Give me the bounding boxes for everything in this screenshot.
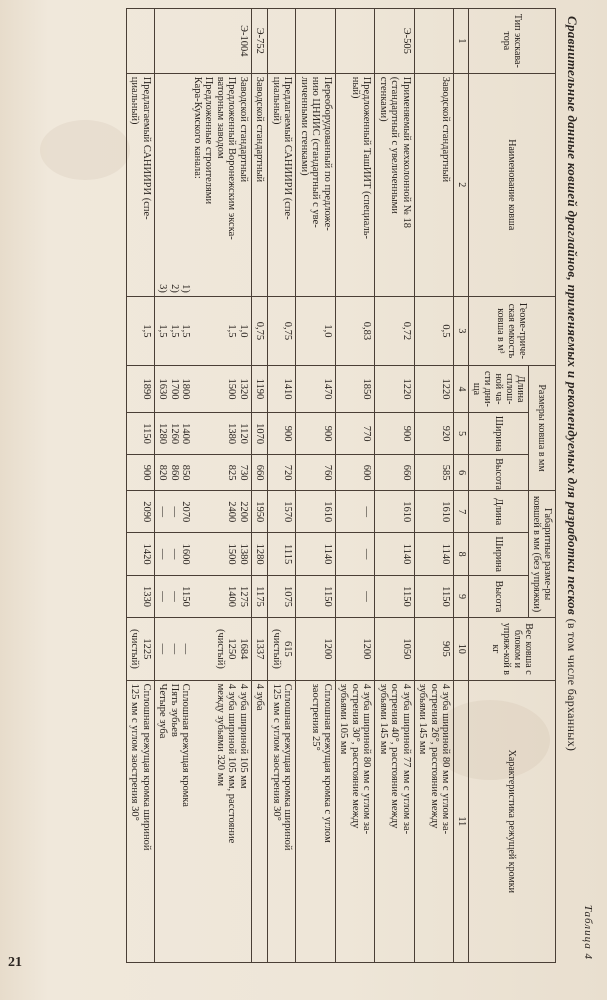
cell-capacity-line: 1,0 xyxy=(322,324,333,338)
cell-capacity-line xyxy=(215,300,227,362)
cell-overall-width-line: 1140 xyxy=(401,543,412,565)
cell-bucket-height xyxy=(268,455,296,491)
cell-overall-length-line xyxy=(215,494,227,529)
cell-capacity-line: 1,5 xyxy=(157,324,169,338)
cell-bucket-width xyxy=(268,412,296,454)
table-label: Таблица 4 xyxy=(582,904,594,960)
cell-cutting-edge-line: зубьями 145 мм xyxy=(417,683,429,755)
cell-bucket-name-line: Предложенный ТашИИТ (специаль- xyxy=(361,76,373,239)
cell-bucket-width-line: 1070 xyxy=(254,423,266,445)
col-number: 6 xyxy=(454,455,469,491)
cell-overall-length-line: 1610 xyxy=(322,501,333,523)
cell-overall-height-line: 1150 xyxy=(401,586,412,607)
sub-variant-label: 1) xyxy=(180,284,192,293)
cell-capacity xyxy=(127,296,155,365)
col-number: 4 xyxy=(454,366,469,413)
cell-excavator-type xyxy=(336,9,376,74)
cell-weight-line: 1050 xyxy=(401,638,412,660)
col-number: 3 xyxy=(454,296,469,365)
cell-overall-height xyxy=(296,575,336,617)
cell-overall-width-line xyxy=(215,536,227,571)
cell-bucket-name-line: личенными стенками) xyxy=(299,76,310,176)
sub-variant-label: 3) xyxy=(157,284,169,293)
cell-overall-width-line: 1380 xyxy=(238,543,249,565)
comparison-table xyxy=(126,8,556,963)
cell-bottom-length-line: 1220 xyxy=(440,378,452,400)
cell-overall-height-line: 1150 xyxy=(180,586,192,607)
cell-overall-height xyxy=(375,575,415,617)
table-row xyxy=(296,9,336,963)
cell-bucket-height-line: 585 xyxy=(440,464,452,481)
cell-bucket-name-line: Заводской стандартный xyxy=(238,76,249,183)
cell-overall-height xyxy=(336,575,376,617)
cell-excavator-type xyxy=(268,9,296,74)
cell-bucket-width xyxy=(415,412,455,454)
cell-bucket-name-line: Переоборудованный по предложе- xyxy=(322,76,333,231)
table-row xyxy=(375,9,415,963)
cell-capacity-line: 0,72 xyxy=(401,321,412,341)
cell-bucket-height xyxy=(155,455,252,491)
cell-bottom-length-line xyxy=(215,369,227,409)
cell-bucket-height-line: 825 xyxy=(226,464,238,481)
cell-bucket-width xyxy=(296,412,336,454)
header-bucket-name: Наименование ковша xyxy=(469,73,556,296)
cell-bucket-width xyxy=(127,412,155,454)
cell-capacity-line: 1,5 xyxy=(141,324,152,338)
cell-overall-width-line: 1420 xyxy=(141,543,152,565)
cell-bucket-name-line: ный) xyxy=(350,76,361,99)
cell-overall-height-line: 1150 xyxy=(440,586,452,607)
cell-cutting-edge xyxy=(415,680,455,962)
cell-cutting-edge-line: между зубьями 320 мм xyxy=(215,683,226,786)
cell-cutting-edge-line: 125 мм с углом заострения 30° xyxy=(271,683,282,821)
cell-overall-width-line: 1115 xyxy=(282,543,294,565)
cell-bottom-length-line: 1410 xyxy=(282,378,294,400)
cell-overall-length xyxy=(336,491,376,533)
cell-bottom-length xyxy=(252,366,269,413)
cell-overall-height-line: 1400 xyxy=(226,585,238,607)
cell-overall-height xyxy=(252,575,269,617)
header-weight: Вес ковша с блоком и упряж-кой в кг xyxy=(469,618,556,680)
cell-bucket-height-line: 860 xyxy=(169,464,180,481)
cell-bucket-width xyxy=(155,412,252,454)
table-row xyxy=(415,9,455,963)
cell-overall-height-line: 1075 xyxy=(282,585,294,607)
cell-capacity-line: 1,0 xyxy=(238,324,249,338)
cell-bucket-name xyxy=(127,73,155,296)
cell-bucket-width-line: 1120 xyxy=(238,423,249,444)
cell-overall-width xyxy=(415,533,455,575)
cell-cutting-edge xyxy=(336,680,376,962)
cell-overall-length-line: — xyxy=(361,506,373,517)
cell-bottom-length xyxy=(268,366,296,413)
cell-bucket-height xyxy=(336,455,376,491)
cell-bottom-length-line: 1630 xyxy=(157,378,169,400)
cell-weight-line: 1200 xyxy=(322,638,333,660)
cell-weight xyxy=(155,618,252,680)
cell-weight-line xyxy=(203,621,215,676)
cell-overall-height-line xyxy=(203,579,215,614)
cell-bucket-height xyxy=(296,455,336,491)
cell-overall-width xyxy=(375,533,415,575)
caption-title: Сравнительные данные ковшей драглайнов, применяемых и рекомендуемых для разработки песков xyxy=(565,16,580,616)
cell-overall-width-line: — xyxy=(361,548,373,560)
cell-cutting-edge-line: Четыре зуба xyxy=(157,683,169,739)
cell-cutting-edge xyxy=(252,680,269,962)
header-overall-height: Высота xyxy=(469,575,529,617)
col-number: 10 xyxy=(454,618,469,680)
cell-bucket-width-line: 770 xyxy=(361,425,373,442)
cell-cutting-edge-line: заострения 25° xyxy=(310,683,322,751)
cell-overall-length-line: 2400 xyxy=(226,501,238,523)
cell-overall-height-line: 1275 xyxy=(238,585,249,607)
cell-bucket-width-line: 900 xyxy=(322,425,333,442)
cell-cutting-edge-line: острения 40°, расстояние между xyxy=(389,683,401,829)
cell-bucket-width xyxy=(375,412,415,454)
cell-bucket-height-line: 730 xyxy=(238,464,249,481)
cell-bucket-width xyxy=(336,412,376,454)
cell-bottom-length-line: 1220 xyxy=(401,378,412,400)
cell-weight-line xyxy=(192,621,204,676)
cell-cutting-edge-line: Сплошная режущая кромка шириной xyxy=(141,683,152,851)
header-overall-dimensions: Габаритные разме-ры ковшей в мм (без упряжки) xyxy=(529,491,556,618)
col-number: 9 xyxy=(454,575,469,617)
cell-bucket-height-line: 820 xyxy=(157,464,169,481)
cell-weight-line: (чистый) xyxy=(271,629,282,669)
cell-bucket-width-line: 1380 xyxy=(226,423,238,445)
cell-cutting-edge-line xyxy=(203,684,215,959)
cell-bucket-name xyxy=(415,73,455,296)
table-body xyxy=(127,9,455,963)
rotated-table-block xyxy=(21,8,596,968)
header-bucket-height: Высота xyxy=(469,455,529,491)
cell-overall-height xyxy=(155,575,252,617)
cell-excavator-type xyxy=(415,9,455,74)
cell-bottom-length xyxy=(415,366,455,413)
cell-bucket-name-line: Предложенные строителями xyxy=(203,76,215,205)
cell-bucket-width-line: 1280 xyxy=(157,423,169,445)
cell-bottom-length-line xyxy=(192,369,204,409)
cell-overall-width xyxy=(127,533,155,575)
cell-capacity-line xyxy=(192,300,204,362)
cell-weight xyxy=(127,618,155,680)
header-bottom-length: Длина сплош-ной ча-сти дни-ща xyxy=(469,366,529,413)
cell-bucket-width-line: 920 xyxy=(440,425,452,442)
cell-capacity-line: 1,5 xyxy=(169,324,180,338)
cell-weight-line: — xyxy=(157,643,169,655)
cell-bottom-length-line: 1890 xyxy=(141,378,152,400)
cell-bucket-name-line: циальный) xyxy=(271,76,282,125)
cell-bucket-width-line xyxy=(192,416,204,451)
cell-weight-line: — xyxy=(180,643,192,655)
cell-overall-height-line: — xyxy=(169,591,180,602)
cell-overall-width xyxy=(296,533,336,575)
cell-bucket-height-line xyxy=(203,458,215,487)
cell-cutting-edge xyxy=(127,680,155,962)
cell-weight-line: 1250 xyxy=(226,638,238,660)
cell-bottom-length xyxy=(336,366,376,413)
cell-weight xyxy=(268,618,296,680)
cell-bucket-name-line: нию ЦНИИС (стандартный с уве- xyxy=(310,76,322,228)
header-bucket-dimensions: Размеры ковша в мм xyxy=(529,366,556,491)
table-row xyxy=(127,9,155,963)
cell-capacity-line: 0,75 xyxy=(282,321,294,341)
table-row xyxy=(155,9,252,963)
cell-overall-length xyxy=(155,491,252,533)
col-number: 11 xyxy=(454,680,469,962)
cell-cutting-edge xyxy=(155,680,252,962)
cell-bottom-length xyxy=(127,366,155,413)
cell-capacity xyxy=(155,296,252,365)
cell-bucket-name xyxy=(296,73,336,296)
cell-bucket-height xyxy=(375,455,415,491)
cell-overall-width-line xyxy=(192,536,204,571)
col-number: 8 xyxy=(454,533,469,575)
cell-overall-width xyxy=(268,533,296,575)
cell-overall-length xyxy=(296,491,336,533)
cell-bottom-length-line: 1470 xyxy=(322,378,333,400)
cell-overall-height-line: — xyxy=(361,591,373,602)
cell-overall-length-line: 2200 xyxy=(238,501,249,523)
cell-bottom-length-line xyxy=(203,369,215,409)
cell-weight-line: 1337 xyxy=(254,638,266,660)
cell-overall-width-line: 1140 xyxy=(322,543,333,565)
cell-bottom-length xyxy=(375,366,415,413)
cell-overall-width-line: 1600 xyxy=(180,543,192,565)
cell-bucket-name xyxy=(252,73,269,296)
cell-bucket-name-line: Предлагаемый САНИИРИ (спе- xyxy=(282,76,294,220)
cell-bucket-name-line: Предлагаемый САНИИРИ (спе- xyxy=(141,76,152,220)
cell-bottom-length xyxy=(155,366,252,413)
table-row xyxy=(268,9,296,963)
cell-overall-height-line: 1150 xyxy=(322,586,333,607)
cell-bucket-width-line xyxy=(203,416,215,451)
cell-cutting-edge-line: Сплошная режущая кромка с углом xyxy=(322,683,333,843)
page-number: 21 xyxy=(8,955,22,970)
col-number: 1 xyxy=(454,9,469,74)
cell-overall-width-line: 1140 xyxy=(440,543,452,565)
cell-capacity xyxy=(252,296,269,365)
cell-overall-height-line xyxy=(215,579,227,614)
cell-cutting-edge-line: 4 зуба шириной 80 мм с углом за- xyxy=(440,683,452,835)
cell-overall-length xyxy=(415,491,455,533)
cell-bucket-name-line: Предложенный Воронежским экска- xyxy=(226,76,238,240)
cell-overall-height xyxy=(415,575,455,617)
cell-bucket-name xyxy=(268,73,296,296)
cell-bottom-length xyxy=(296,366,336,413)
cell-bucket-height-line: 660 xyxy=(254,464,266,481)
cell-overall-length-line: 2070 xyxy=(180,501,192,523)
cell-bucket-width-line: 900 xyxy=(401,425,412,442)
cell-capacity-line: 1,5 xyxy=(180,324,192,338)
cell-weight xyxy=(296,618,336,680)
cell-weight-line: 1684 xyxy=(238,638,249,660)
cell-bucket-height-line: 720 xyxy=(282,464,294,481)
cell-weight-line: 905 xyxy=(440,641,452,657)
caption-subtitle: (в том числе барханных) xyxy=(565,618,579,752)
cell-bucket-height xyxy=(252,455,269,491)
cell-cutting-edge-line: 4 зуба шириной 77 мм с углом за- xyxy=(401,683,412,835)
cell-overall-width-line: 1280 xyxy=(254,543,266,565)
cell-excavator-type: Э-752 xyxy=(252,9,269,74)
cell-capacity xyxy=(268,296,296,365)
cell-cutting-edge-line: 4 зуба шириной 105 мм xyxy=(238,683,249,789)
cell-bucket-name-line: ваторным заводом xyxy=(215,76,226,159)
cell-overall-width xyxy=(252,533,269,575)
table-row xyxy=(252,9,269,963)
cell-cutting-edge-line: Сплошная режущая кромка шириной xyxy=(282,683,294,851)
cell-overall-length xyxy=(375,491,415,533)
cell-bucket-width xyxy=(252,412,269,454)
cell-bucket-name-line: (стандартный с увеличенными xyxy=(389,76,401,214)
cell-bucket-height-line: 660 xyxy=(401,464,412,481)
cell-bottom-length-line: 1320 xyxy=(238,378,249,400)
cell-bucket-height xyxy=(415,455,455,491)
cell-overall-height-line: 1175 xyxy=(254,586,266,607)
cell-bucket-width-line: 1260 xyxy=(169,423,180,445)
cell-capacity xyxy=(336,296,376,365)
cell-bucket-name-line: стенками) xyxy=(378,76,389,122)
cell-bucket-name xyxy=(336,73,376,296)
cell-weight xyxy=(415,618,455,680)
cell-bottom-length-line: 1500 xyxy=(226,378,238,400)
cell-bucket-width-line: 900 xyxy=(282,425,294,442)
cell-overall-width-line: — xyxy=(157,548,169,560)
cell-overall-length xyxy=(127,491,155,533)
cell-overall-width-line xyxy=(203,536,215,571)
cell-weight-line: 1225 xyxy=(141,638,152,660)
cell-bucket-width-line: 1150 xyxy=(141,423,152,444)
cell-bucket-height-line: 760 xyxy=(322,464,333,481)
cell-weight-line: 1200 xyxy=(361,638,373,660)
cell-overall-length xyxy=(252,491,269,533)
cell-excavator-type: Э-1004 xyxy=(155,9,252,74)
cell-overall-length-line: — xyxy=(169,506,180,517)
column-number-row xyxy=(454,9,469,963)
cell-bucket-width-line: 1400 xyxy=(180,423,192,445)
cell-cutting-edge xyxy=(375,680,415,962)
cell-overall-length-line: 1570 xyxy=(282,501,294,523)
cell-capacity xyxy=(415,296,455,365)
header-row-1 xyxy=(529,9,556,963)
cell-overall-length-line xyxy=(192,494,204,529)
table-caption xyxy=(564,16,580,964)
cell-cutting-edge-line xyxy=(192,684,204,959)
cell-capacity xyxy=(375,296,415,365)
cell-cutting-edge-line: зубьями 145 мм xyxy=(378,683,389,755)
sub-variant-label: 2) xyxy=(169,284,180,293)
cell-overall-length-line: 1610 xyxy=(401,501,412,523)
cell-bucket-name-line: Заводской стандартный xyxy=(440,76,452,183)
cell-cutting-edge-line: 4 зуба шириной 80 мм с углом за- xyxy=(361,683,373,835)
cell-weight-line: 615 xyxy=(282,641,294,657)
cell-capacity-line: 0,5 xyxy=(440,324,452,338)
cell-overall-height-line: — xyxy=(157,591,169,602)
cell-cutting-edge xyxy=(268,680,296,962)
cell-weight-line: — xyxy=(169,643,180,655)
cell-overall-length-line: 1610 xyxy=(440,501,452,523)
cell-overall-height-line: 1330 xyxy=(141,585,152,607)
cell-cutting-edge-line: острения 26°, расстояние между xyxy=(429,683,440,829)
cell-overall-width-line: 1500 xyxy=(226,543,238,565)
col-number: 5 xyxy=(454,412,469,454)
cell-cutting-edge-line: Сплошная режущая кромка xyxy=(180,683,192,807)
cell-bucket-height xyxy=(127,455,155,491)
cell-excavator-type xyxy=(296,9,336,74)
cell-bucket-name-line: Заводской стандартный xyxy=(254,76,266,183)
cell-weight-line: (чистый) xyxy=(215,629,226,669)
cell-capacity xyxy=(296,296,336,365)
cell-bucket-name xyxy=(375,73,415,296)
cell-cutting-edge-line: 125 мм с углом заострения 30° xyxy=(129,683,141,821)
col-number: 2 xyxy=(454,73,469,296)
cell-overall-length-line: — xyxy=(157,506,169,517)
cell-excavator-type xyxy=(127,9,155,74)
cell-bucket-height-line xyxy=(215,458,227,487)
cell-bucket-name-line: циальный) xyxy=(129,76,141,125)
cell-bucket-name xyxy=(155,73,252,296)
cell-overall-width-line: — xyxy=(169,548,180,560)
cell-bottom-length-line: 1700 xyxy=(169,378,180,400)
cell-bucket-height-line: 600 xyxy=(361,464,373,481)
cell-bottom-length-line: 1800 xyxy=(180,378,192,400)
cell-overall-length-line: 1950 xyxy=(254,501,266,523)
cell-weight xyxy=(375,618,415,680)
cell-weight xyxy=(252,618,269,680)
cell-capacity-line: 0,75 xyxy=(254,321,266,341)
cell-overall-length xyxy=(268,491,296,533)
cell-overall-length-line xyxy=(203,494,215,529)
cell-overall-width xyxy=(155,533,252,575)
cell-overall-length-line: 2090 xyxy=(141,501,152,523)
cell-cutting-edge-line: Пять зубьев xyxy=(169,683,180,737)
header-bucket-width: Ширина xyxy=(469,412,529,454)
cell-bucket-height-line: 900 xyxy=(141,464,152,481)
cell-excavator-type: Э-505 xyxy=(375,9,415,74)
cell-capacity-line: 0,83 xyxy=(361,321,373,341)
cell-bucket-height-line: 850 xyxy=(180,464,192,481)
cell-capacity-line xyxy=(203,300,215,362)
cell-bucket-name-line: Кара-Кумского канала: xyxy=(192,76,203,179)
cell-bucket-height-line xyxy=(192,458,204,487)
cell-overall-height xyxy=(268,575,296,617)
header-cutting-edge: Характеристика режущей кромки xyxy=(469,680,556,962)
cell-overall-height-line xyxy=(192,579,204,614)
cell-capacity-line: 1,5 xyxy=(226,324,238,338)
cell-cutting-edge-line: острения 30°, расстояние между xyxy=(350,683,361,829)
cell-cutting-edge-line: зубьями 105 мм xyxy=(338,683,350,755)
cell-weight xyxy=(336,618,376,680)
header-capacity: Геоме-триче-ская емкость ковша в м³ xyxy=(469,296,556,365)
cell-cutting-edge xyxy=(296,680,336,962)
header-excavator-type: Тип экскава-тора xyxy=(469,9,556,74)
cell-cutting-edge-line: 4 зуба xyxy=(254,683,266,711)
cell-bucket-name-line: Применяемый мехколонной № 18 xyxy=(401,76,412,228)
cell-bottom-length-line: 1190 xyxy=(254,378,266,400)
cell-bottom-length-line: 1850 xyxy=(361,378,373,400)
header-overall-length: Длина xyxy=(469,491,529,533)
cell-bucket-width-line xyxy=(215,416,227,451)
cell-cutting-edge-line: 4 зуба шириной 105 мм, расстояние xyxy=(226,683,238,844)
cell-overall-height xyxy=(127,575,155,617)
col-number: 7 xyxy=(454,491,469,533)
table-row xyxy=(336,9,376,963)
cell-overall-width xyxy=(336,533,376,575)
header-overall-width: Ширина xyxy=(469,533,529,575)
cell-weight-line: (чистый) xyxy=(129,629,141,669)
